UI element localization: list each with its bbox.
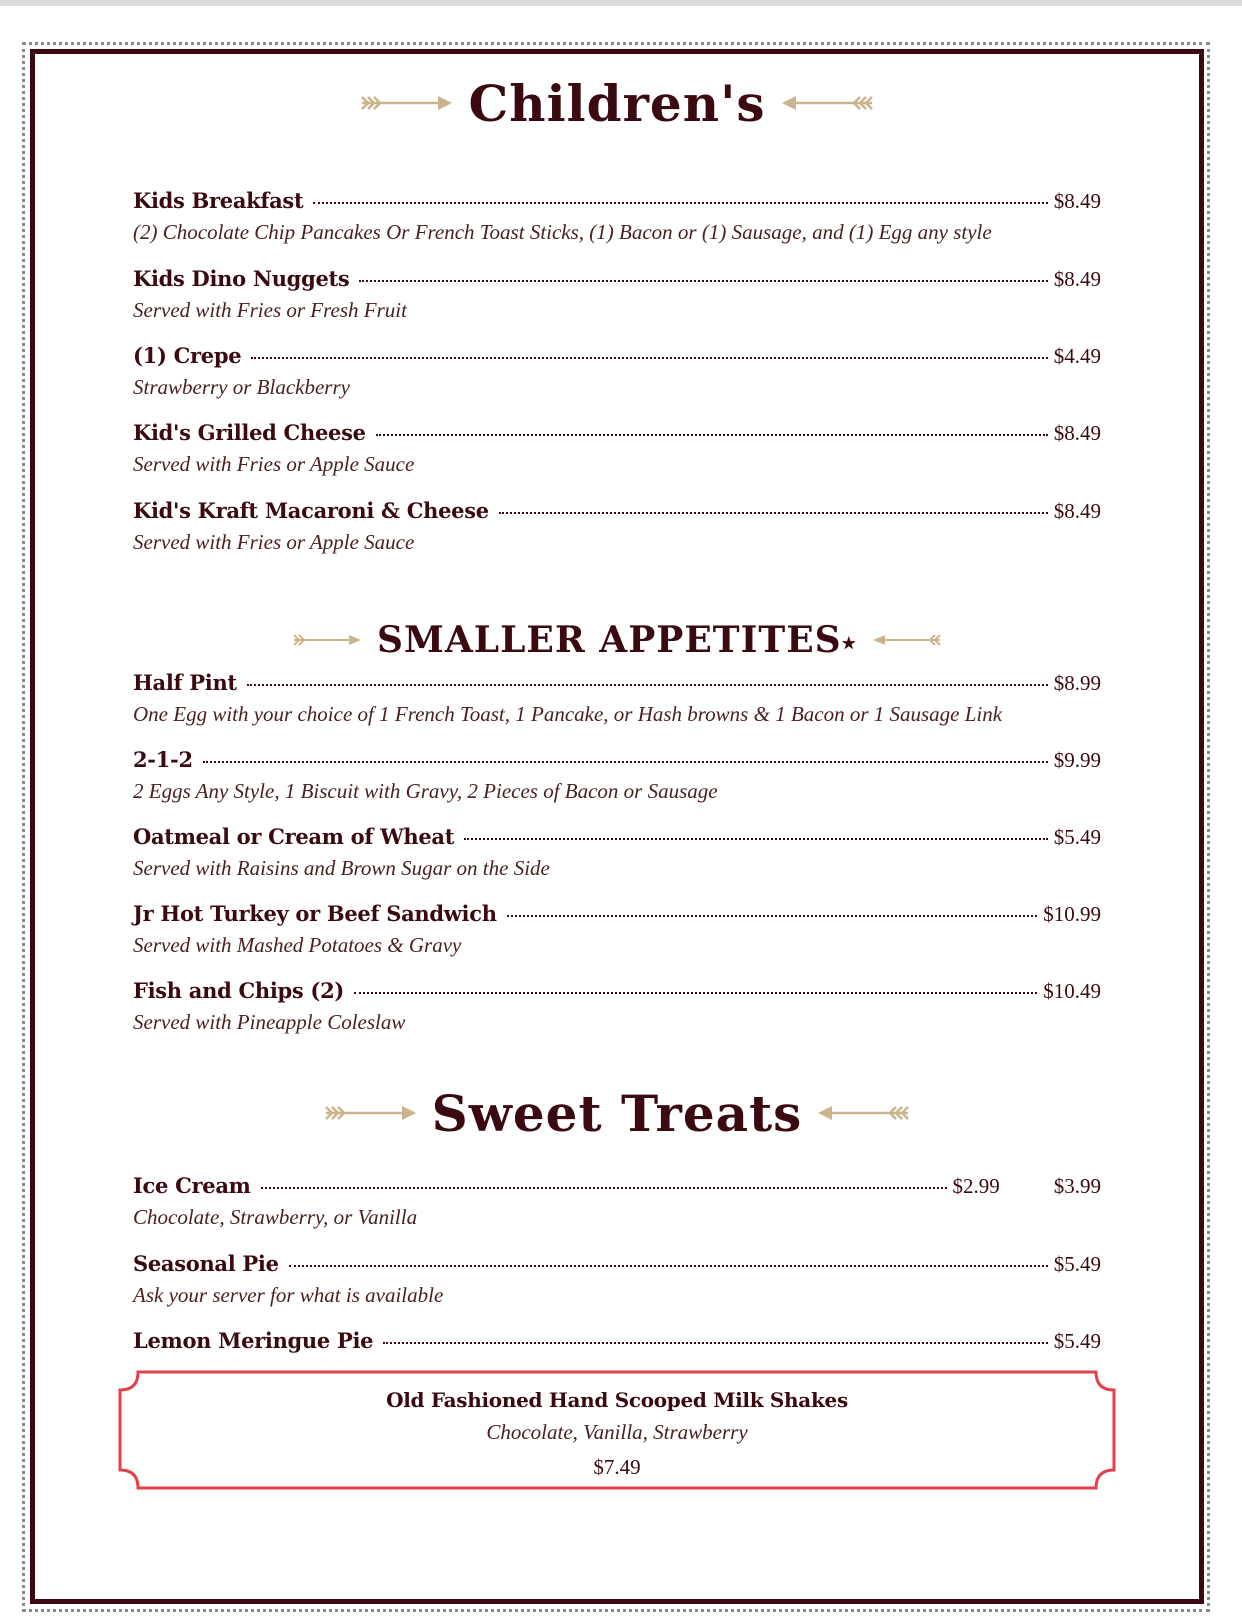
- dot-leader: [289, 1265, 1048, 1267]
- item-name: Jr Hot Turkey or Beef Sandwich: [133, 901, 497, 926]
- item-price: $8.49: [1053, 267, 1101, 291]
- item-price: $2.99: [952, 1174, 1000, 1198]
- star-icon: ★: [841, 633, 857, 653]
- section-title-childrens: Children's: [468, 73, 766, 133]
- item-name: Lemon Meringue Pie: [133, 1328, 374, 1353]
- item-name: Half Pint: [133, 670, 237, 695]
- item-description: Served with Fries or Fresh Fruit: [133, 298, 407, 322]
- item-name: Seasonal Pie: [133, 1251, 279, 1276]
- arrow-right-icon: [322, 1103, 418, 1123]
- menu-item: [133, 1328, 1101, 1358]
- milkshake-description: Chocolate, Vanilla, Strawberry: [486, 1420, 748, 1444]
- dot-leader: [383, 1342, 1048, 1344]
- dot-leader: [247, 684, 1048, 686]
- item-description: Served with Fries or Apple Sauce: [133, 452, 415, 476]
- dot-leader: [507, 915, 1038, 917]
- milkshake-price: $7.49: [593, 1455, 641, 1479]
- menu-item: [133, 1173, 1101, 1230]
- arrow-left-icon: [871, 632, 943, 648]
- item-name: Fish and Chips (2): [133, 978, 345, 1003]
- item-name: Ice Cream: [133, 1173, 251, 1198]
- item-price: $5.49: [1053, 825, 1101, 849]
- item-price: $5.49: [1053, 1252, 1101, 1276]
- section-title-smaller-appetites: [377, 619, 857, 661]
- dot-leader: [203, 761, 1048, 763]
- dot-leader: [354, 992, 1037, 994]
- item-description: Served with Fries or Apple Sauce: [133, 530, 415, 554]
- item-name: Kid's Grilled Cheese: [133, 420, 366, 445]
- item-price: $8.49: [1053, 421, 1101, 445]
- dot-leader: [499, 512, 1048, 514]
- smaller-appetites-title-text: SMALLER APPETITES: [376, 619, 842, 661]
- section-header-childrens: [30, 72, 1204, 134]
- item-description: Served with Mashed Potatoes & Gravy: [133, 933, 462, 957]
- item-price: $8.49: [1053, 499, 1101, 523]
- dot-leader: [359, 280, 1047, 282]
- menu-item: [133, 498, 1101, 555]
- item-name: Kids Dino Nuggets: [133, 266, 350, 291]
- section-title-sweet-treats: Sweet Treats: [431, 1083, 803, 1143]
- item-name: 2-1-2: [133, 747, 193, 772]
- dot-leader: [376, 434, 1048, 436]
- menu-item: [133, 343, 1101, 400]
- item-description: One Egg with your choice of 1 French Toast, 1 Pancake, or Hash browns & 1 Bacon or 1 Sausage Link: [133, 702, 1003, 726]
- arrow-left-icon: [780, 93, 876, 113]
- arrow-right-icon: [291, 632, 363, 648]
- section-header-smaller-appetites: [30, 615, 1204, 665]
- item-price: $5.49: [1053, 1329, 1101, 1353]
- item-description: 2 Eggs Any Style, 1 Biscuit with Gravy, 2 Pieces of Bacon or Sausage: [133, 779, 718, 803]
- dot-leader: [464, 838, 1048, 840]
- menu-item: [133, 420, 1101, 477]
- item-description: Served with Raisins and Brown Sugar on the Side: [133, 856, 550, 880]
- milkshake-title: Old Fashioned Hand Scooped Milk Shakes: [386, 1388, 848, 1412]
- arrow-left-icon: [816, 1103, 912, 1123]
- item-price-large: $3.99: [1053, 1174, 1101, 1198]
- item-name: (1) Crepe: [133, 343, 242, 368]
- item-description: Served with Pineapple Coleslaw: [133, 1010, 406, 1034]
- item-price: $9.99: [1053, 748, 1101, 772]
- milkshake-box: [118, 1370, 1116, 1490]
- menu-item: [133, 670, 1101, 727]
- item-description: Ask your server for what is available: [133, 1283, 444, 1307]
- dot-leader: [261, 1187, 947, 1189]
- item-price: $8.99: [1053, 671, 1101, 695]
- menu-item: [133, 747, 1101, 804]
- menu-item: [133, 824, 1101, 881]
- item-name: Kid's Kraft Macaroni & Cheese: [133, 498, 489, 523]
- dot-leader: [251, 357, 1047, 359]
- item-price: $4.49: [1053, 344, 1101, 368]
- item-price: $10.49: [1043, 979, 1101, 1003]
- menu-item: [133, 901, 1101, 958]
- menu-item: [133, 1251, 1101, 1308]
- top-bar: [0, 0, 1242, 6]
- item-description: Strawberry or Blackberry: [133, 375, 350, 399]
- menu-item: [133, 266, 1101, 323]
- menu-item: [133, 978, 1101, 1035]
- item-price: $8.49: [1053, 189, 1101, 213]
- item-name: Kids Breakfast: [133, 188, 304, 213]
- section-header-sweet-treats: [30, 1082, 1204, 1144]
- item-price: $10.99: [1043, 902, 1101, 926]
- arrow-right-icon: [358, 93, 454, 113]
- dot-leader: [313, 202, 1047, 204]
- item-name: Oatmeal or Cream of Wheat: [133, 824, 455, 849]
- item-description: (2) Chocolate Chip Pancakes Or French Toast Sticks, (1) Bacon or (1) Sausage, and (1) Egg any style: [133, 220, 992, 244]
- item-description: Chocolate, Strawberry, or Vanilla: [133, 1205, 418, 1229]
- menu-item: [133, 188, 1101, 245]
